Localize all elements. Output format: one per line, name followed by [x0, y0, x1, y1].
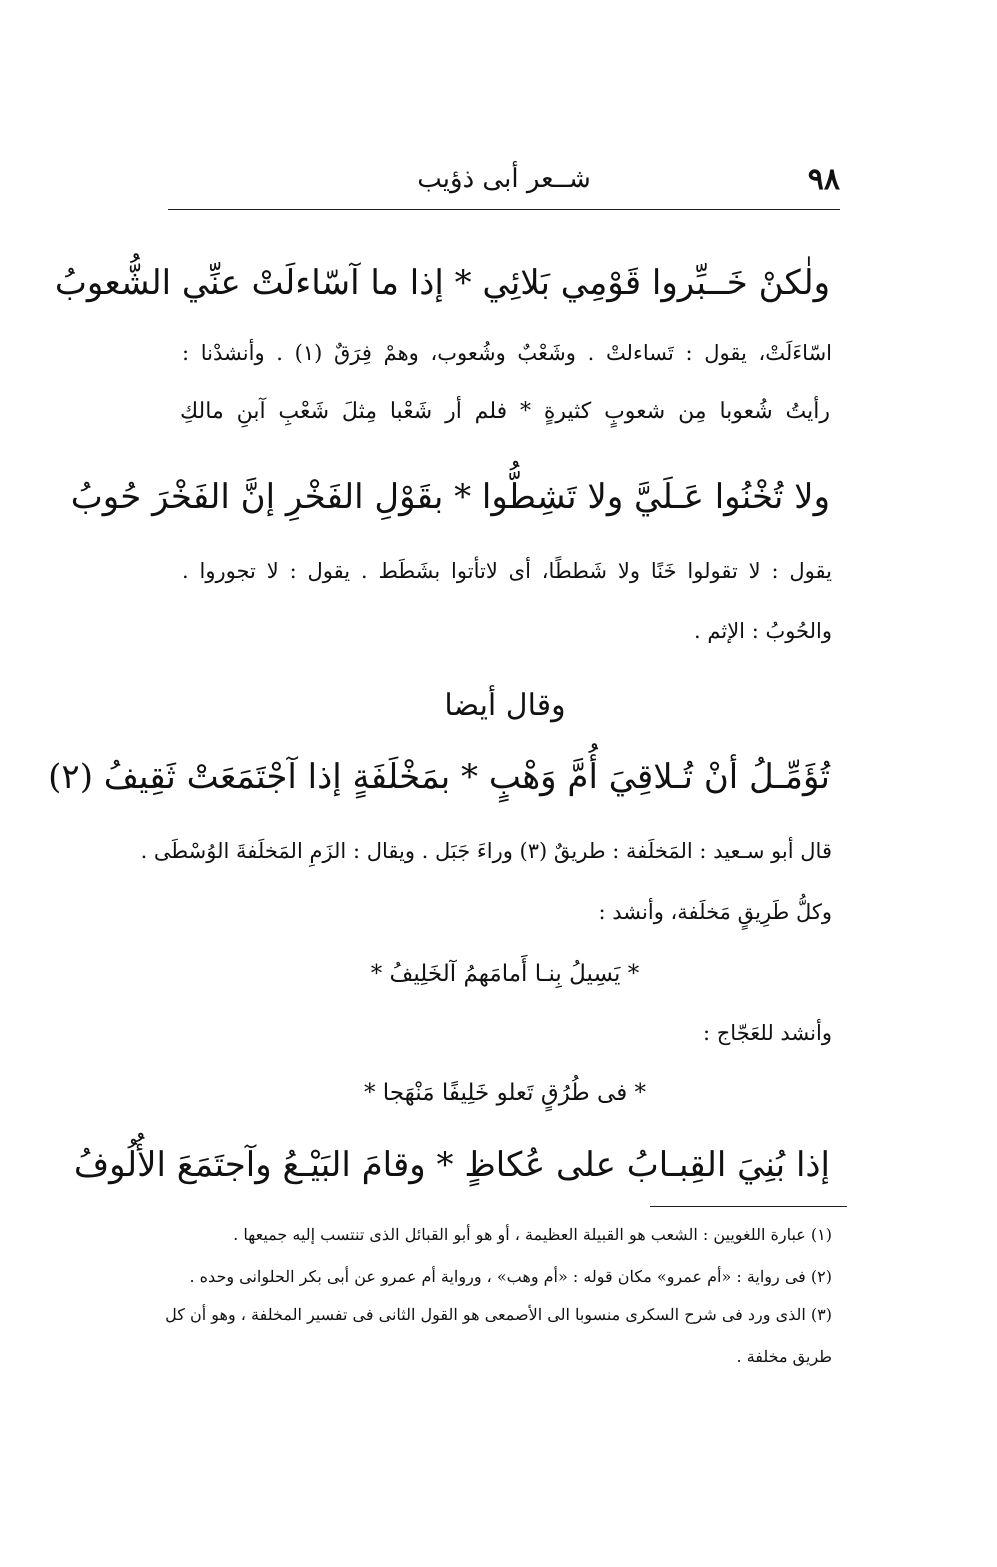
section-heading: وقال أيضا	[444, 688, 566, 723]
commentary-line-6: وأنشد للعَجّاج :	[703, 1021, 832, 1045]
quoted-hemistich-1: * يَسِيلُ بِنـا أَمامَهمُ آلخَلِيفُ *	[370, 961, 640, 987]
footnote-1: (١) عبارة اللغويين : الشعب هو القبيلة العظيمة ، أو هو أبو القبائل الذى تنتسب إليه جميعها .	[233, 1225, 832, 1244]
quoted-verse-line: رأيتُ شُعوبا مِن شعوبٍ كثيرةٍ * فلم أر شَعْبا مِثلَ شَعْبِ آبنِ مالكِ	[180, 399, 830, 424]
verse-line-2: ولا تُخْنُوا عَـلَيَّ ولا تَشِطُّوا * بقَوْلِ الفَخْرِ إنَّ الفَخْرَ حُوبُ	[70, 477, 830, 517]
footnote-rule	[650, 1206, 847, 1207]
verse-line-3: تُؤَمِّـلُ أنْ تُـلاقِيَ أُمَّ وَهْبٍ * بمَخْلَفَةٍ إذا آجْتَمَعَتْ ثَقِيفُ (٢)	[48, 757, 830, 797]
running-title: شــعر أبى ذؤيب	[417, 164, 591, 194]
footnote-3: (٣) الذى ورد فى شرح السكرى منسوبا الى الأصمعى هو القول الثانى فى تفسير المخلفة ، وهو أن كل	[165, 1305, 832, 1324]
commentary-line-3: والحُوبُ : الإثم .	[694, 619, 832, 643]
header-rule	[168, 209, 840, 210]
commentary-line-2: يقول : لا تقولوا خَنًا ولا شَططًا، أى لاتأتوا بشَطَط . يقول : لا تجوروا .	[182, 559, 832, 583]
quoted-hemistich-2: * فى طُرُقٍ تَعلو خَلِيفًا مَنْهَجا *	[364, 1080, 646, 1106]
verse-line-1: ولٰكنْ خَــبِّروا قَوْمِي بَلائِي * إذا ما آسّاءلَتْ عنِّي الشُّعوبُ	[54, 263, 830, 303]
commentary-line-1: اسّاءَلَتْ، يقول : تَساءلتْ . وشَعْبٌ وشُعوب، وهمْ فِرَقٌ (١) . وأنشدْنا :	[182, 341, 833, 365]
commentary-line-5: وكلُّ طَرِيقٍ مَخلَفة، وأنشد :	[598, 900, 832, 924]
page-header	[168, 162, 840, 208]
commentary-line-4: قال أبو سـعيد : المَخلَفة : طريقٌ (٣) وراءَ جَبَل . ويقال : الزَمِ المَخلَفةَ الوُسْطَى .	[140, 839, 832, 863]
footnote-3-continuation: طريق مخلفة .	[736, 1347, 832, 1366]
verse-line-4: إذا بُنِيَ القِبـابُ على عُكاظٍ * وقامَ البَيْـعُ وآجتَمَعَ الأُلُوفُ	[73, 1145, 830, 1185]
footnote-2: (٢) فى رواية : «أم عمرو» مكان قوله : «أم وهب» ، ورواية أم عمرو عن أبى بكر الحلوانى وحده .	[189, 1267, 832, 1286]
page-number: ٩٨	[807, 162, 840, 197]
